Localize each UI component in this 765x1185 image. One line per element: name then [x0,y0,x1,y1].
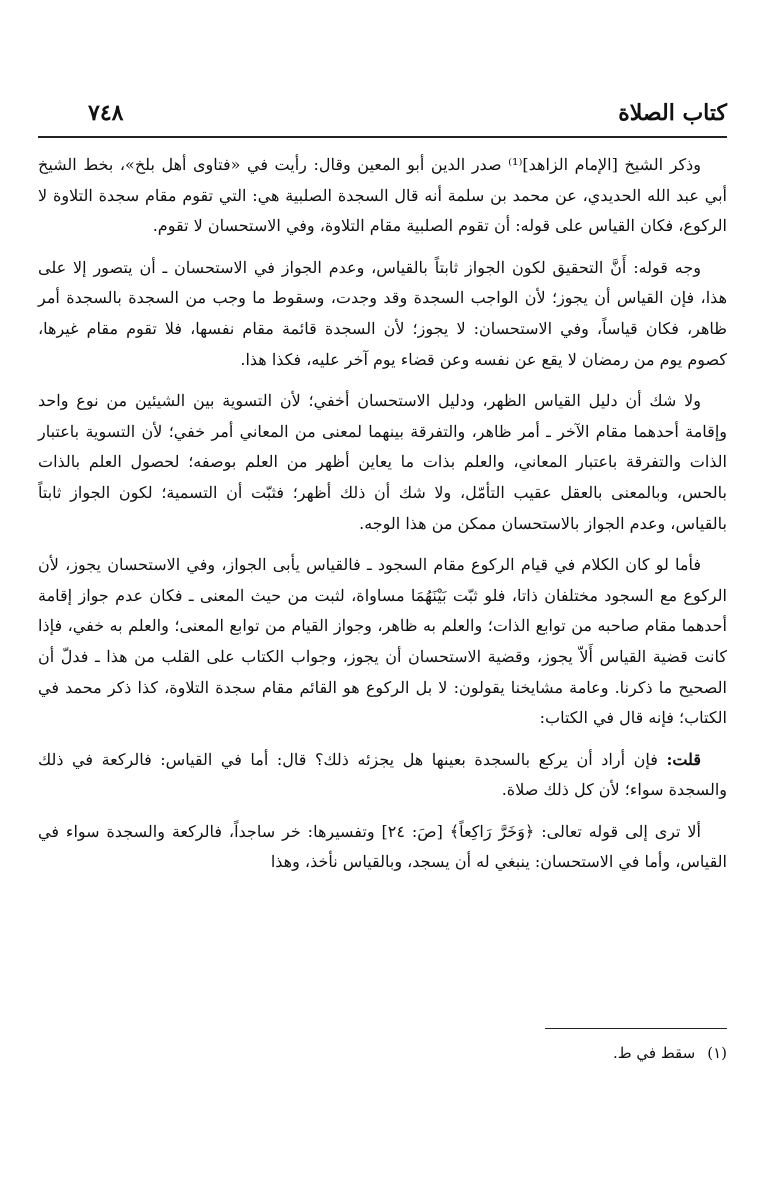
paragraph: ولا شك أن دليل القياس الظهر، ودليل الاستحسان أخفي؛ لأن التسوية بين الشيئين من نوع واحد وإقامة أحدهما مقام الآخر ـ أمر ظاهر، والتفرقة بينهما لمعنى من المعاني أمر خفي؛ لأن التسوية باعتبار الذات والتفرقة باعتبار المعاني، والعلم بذات ما يعاين أظهر من العلم بوصفه؛ لحصول العلم بالذات بالحس، وبالمعنى بالعقل عقيب التأمّل، ولا شك أن ذلك أظهر؛ فثبّت أن التسمية؛ لكون الجواز ثابتاً بالقياس، وعدم الجواز بالاستحسان ممكن من هذا الوجه. [38,391,727,533]
paragraph: فأما لو كان الكلام في قيام الركوع مقام السجود ـ فالقياس يأبى الجواز، وفي الاستحسان يجوز، لأن الركوع مع السجود مختلفان ذاتا، فلو ثبّت بَيْنَهُمَا مساواة، لثبت من حيث المعنى ـ فكان عدم جواز إقامة أحدهما مقام صاحبه من توابع الذات؛ والعلم به ظاهر، وجواز القيام من توابع المعنى؛ والعلم به خفي، فإذا كانت قضية القياس أَلاّ يجوز، وقضية الاستحسان أن يجوز، وجواب الكتاب على القلب من هذا ـ فدلّ أن الصحيح ما ذكرنا. وعامة مشايخنا يقولون: لا بل الركوع هو القائم مقام سجدة التلاوة، كذا ذكر محمد في الكتاب؛ فإنه قال في الكتاب: [38,555,727,728]
footnote-rule [545,1028,727,1029]
paragraph: ألا ترى إلى قوله تعالى: ﴿وَخَرَّ رَاكِعاً﴾ [صَ: ٢٤] وتفسيرها: خر ساجداً، فالركعة والسجدة سواء في القياس، وأما في الاستحسان: ينبغي له أن يسجد، وبالقياس نأخذ، وهذا [38,821,727,872]
running-title: كتاب الصلاة [618,100,727,126]
footnote-number: (١) [707,1044,727,1062]
paragraph: وذكر الشيخ [الإمام الزاهد]⁽¹⁾ صدر الدين أبو المعين وقال: رأيت في «فتاوى أهل بلخ»، بخط الشيخ أبي عبد الله الحديدي، عن محمد بن سلمة أنه قال السجدة الصلبية هي: التي تقوم مقام سجدة التلاوة لا الركوع، فكان القياس على قوله: أن تقوم الصلبية مقام التلاوة، وفي الاستحسان لا تقوم. [38,155,727,236]
header-rule [38,136,727,138]
page-header [38,100,727,136]
qult-text: فإن أراد أن يركع بالسجدة بعينها هل يجزئه ذلك؟ قال: أما في القياس: فالركعة في ذلك والسجدة سواء؛ لأن كل ذلك صلاة. [38,749,727,800]
footnote-text: سقط في ط. [612,1044,696,1062]
paragraph-qult [38,745,727,806]
main-text [38,150,727,889]
qult-label: قلت: [666,749,701,769]
page-number: ٧٤٨ [88,100,124,126]
footnote [38,1040,727,1066]
paragraph: وجه قوله: أَنَّ التحقيق لكون الجواز ثابتاً بالقياس، وعدم الجواز في الاستحسان ـ أن يتصور إلا على هذا، فإن القياس أن يجوز؛ لأن الواجب السجدة وقد وجدت، وسقوط ما وجب من السجدة بالسجدة أمر ظاهر، فكان قياساً، وفي الاستحسان: لا يجوز؛ لأن السجدة قائمة مقام نفسها، فلا تقوم مقام غيرها، كصوم يوم من رمضان لا يقع عن نفسه وعن قضاء يوم آخر عليه، فكذا هذا. [38,257,727,369]
